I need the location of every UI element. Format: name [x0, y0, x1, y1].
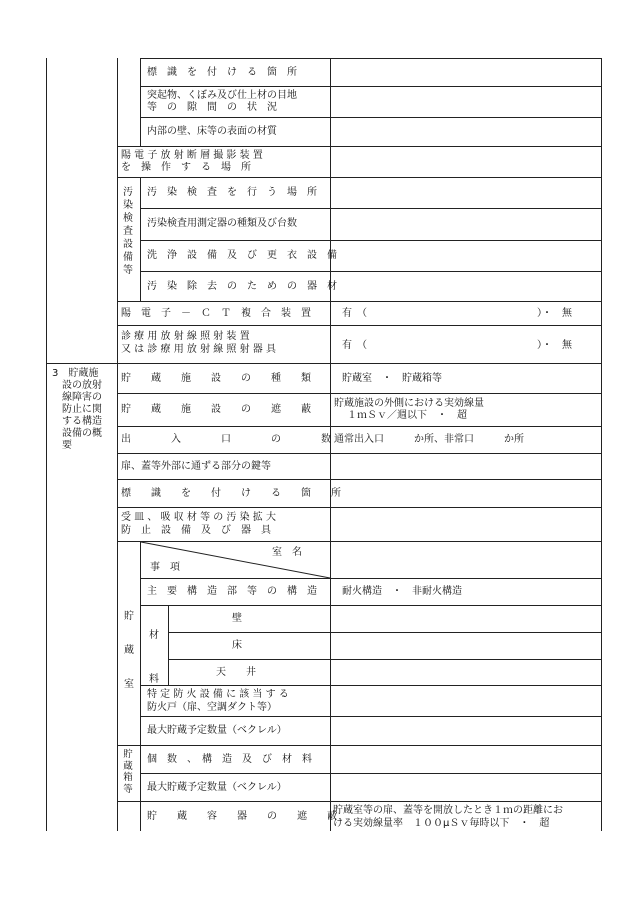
row-label-kosu: 個 数 、 構 造 及 び 材 料 [147, 754, 312, 765]
row-label-deiriguchi: 出 入 口 の 数 [121, 434, 331, 445]
row-label-bokado-2: 防火戸（扉、空調ダクト等） [147, 702, 277, 713]
header-jiko: 事 項 [150, 562, 180, 573]
row-label-saidai-2: 最大貯蔵予定数量（ベクレル） [147, 782, 287, 793]
row-label-pet-2: を 操 作 す る 場 所 [121, 162, 251, 173]
section-3-title-line-1: 3 貯蔵施 [52, 368, 99, 379]
section-3-title-line-6: 設備の概 [62, 428, 102, 439]
row-label-tokki-2: 等 の 隙 間 の 状 況 [147, 102, 277, 113]
row-label-bokado-1: 特 定 防 火 設 備 に 該 当 す る [147, 689, 289, 700]
row-label-ukezara-2: 防 止 設 備 及 び 器 具 [121, 525, 271, 536]
row-label-osen-kensa: 汚 染 検 査 を 行 う 場 所 [147, 187, 317, 198]
value-pet-ct: 有 （ ）・ 無 [342, 308, 572, 319]
section-3-title-line-5: する構造 [62, 416, 102, 427]
row-label-shurui: 貯 蔵 施 設 の 種 類 [121, 373, 311, 384]
row-label-pet-1: 陽 電 子 放 射 断 層 撮 影 装 置 [121, 150, 263, 161]
value-shurui: 貯蔵室 ・ 貯蔵箱等 [342, 373, 442, 384]
row-label-naibu: 内部の壁、床等の表面の材質 [147, 126, 277, 137]
row-label-pet-ct: 陽 電 子 － Ｃ Ｔ 複 合 装 置 [121, 308, 311, 319]
group-label-chozobako: 貯蔵箱等 [123, 749, 133, 795]
row-label-shinryo-1: 診 療 用 放 射 線 照 射 装 置 [121, 331, 250, 342]
row-label-yuka: 床 [232, 640, 242, 651]
group-label-osen: 汚染検査設備等 [123, 187, 133, 276]
row-label-osen-sokutei: 汚染検査用測定器の種類及び台数 [147, 218, 297, 229]
value-shuyo-kozo: 耐火構造 ・ 非耐火構造 [342, 586, 462, 597]
row-label-tobira: 扉、蓋等外部に通ずる部分の鍵等 [121, 461, 271, 472]
value-yoki-1: 貯蔵室等の扉、蓋等を開放したとき１ｍの距離にお [333, 805, 563, 816]
section-3-title-line-2: 設の放射 [62, 380, 102, 391]
row-label-hyoshiki-top: 標 識 を 付 け る 箇 所 [147, 67, 297, 78]
row-label-senjo: 洗 浄 設 備 及 び 更 衣 設 備 [147, 250, 337, 261]
group-label-chozoshitsu: 貯蔵室 [124, 611, 134, 690]
row-label-ukezara-1: 受 皿 、 吸 収 材 等 の 汚 染 拡 大 [121, 512, 276, 523]
row-label-hyoshiki: 標 識 を 付 け る 箇 所 [121, 488, 341, 499]
section-3-title-line-3: 線障害の [62, 392, 102, 403]
row-label-saidai-1: 最大貯蔵予定数量（ベクレル） [147, 725, 287, 736]
value-shahei-1: 貯蔵施設の外側における実効線量 [334, 398, 484, 409]
section-3-title-line-7: 要 [62, 440, 72, 451]
row-label-kabe: 壁 [232, 613, 242, 624]
value-deiriguchi: 通常出入口 か所、非常口 か所 [334, 434, 524, 445]
row-label-josen: 汚 染 除 去 の た め の 器 材 [147, 281, 337, 292]
row-label-tokki-1: 突起物、くぼみ及び仕上材の目地 [147, 90, 297, 101]
row-label-tenjo: 天 井 [216, 667, 256, 678]
section-3-title-line-4: 防止に関 [62, 404, 102, 415]
row-label-shuyo-kozo: 主 要 構 造 部 等 の 構 造 [147, 586, 317, 597]
row-label-shahei: 貯 蔵 施 設 の 遮 蔽 [121, 404, 311, 415]
value-yoki-2: ける実効線量率 １００μＳｖ毎時以下 ・ 超 [333, 818, 550, 829]
group-label-zairyo: 材料 [149, 630, 159, 685]
value-shahei-2: １ｍＳｖ／週以下 ・ 超 [347, 410, 467, 421]
row-label-shinryo-2: 又 は 診 療 用 放 射 線 照 射 器 具 [121, 344, 276, 355]
value-shinryo: 有 （ ）・ 無 [342, 340, 572, 351]
row-label-yoki: 貯 蔵 容 器 の 遮 蔽 [147, 811, 337, 822]
header-shitsumei: 室 名 [272, 547, 302, 558]
